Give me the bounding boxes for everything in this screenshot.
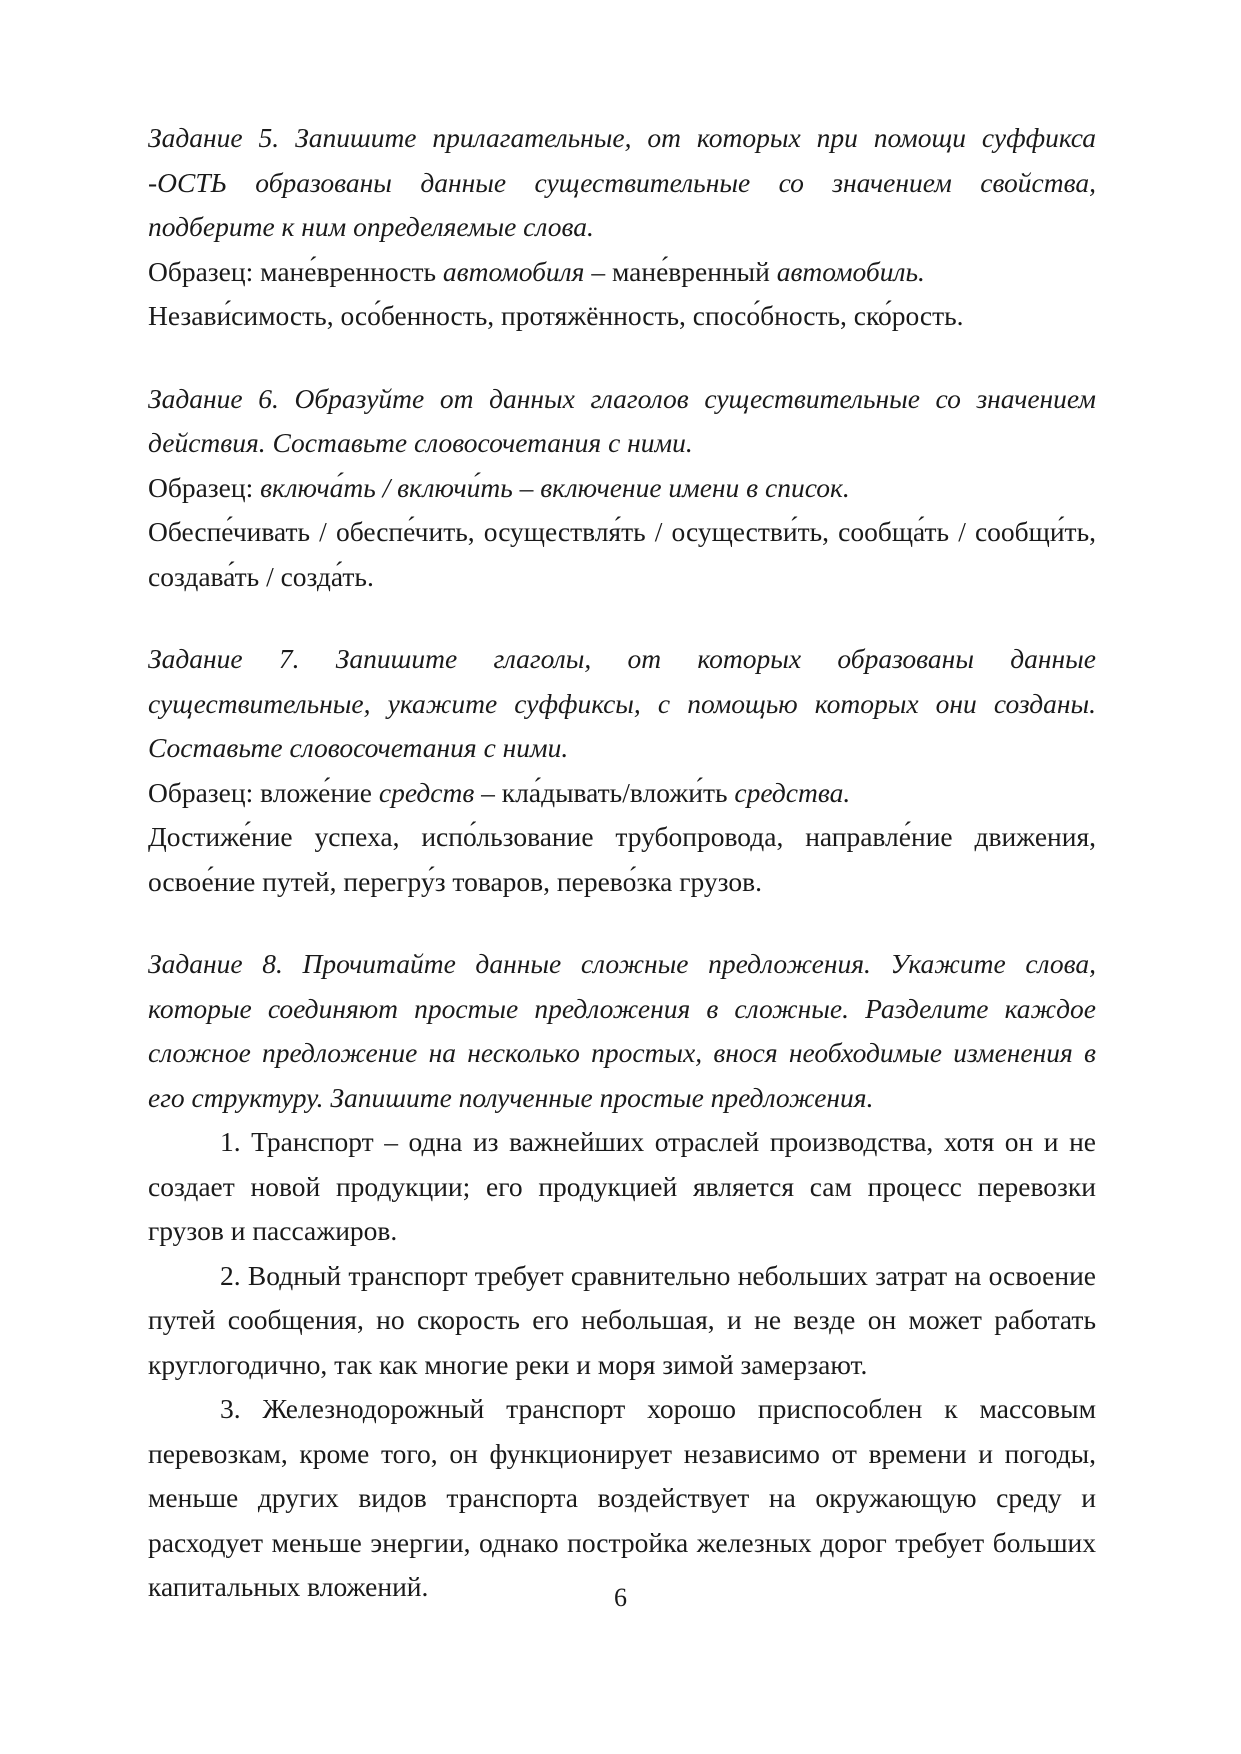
- page-number: 6: [614, 1583, 627, 1612]
- list-item: 1. Транспорт – одна из важнейших отраслей производства, хотя он и не создает новой продукции; его продукцией является сам процесс перевозки грузов и пассажиров.: [148, 1126, 1096, 1246]
- list-item: 3. Железнодорожный транспорт хорошо приспособлен к массовым перевозкам, кроме того, он функционирует независимо от времени и погоды, меньше других видов транспорта воздействует на окружающую среду и расходует меньше энергии, однако постройка железных дорог требует больших капитальных вложений.: [148, 1393, 1096, 1602]
- task-instruction: Задание 7. Запишите глаголы, от которых образованы данные существительные, укажите суффиксы, с помощью которых они созданы. Составьте словосочетания с ними.: [148, 643, 1096, 763]
- task-sample: Образец: мане́вренность автомобиля – мане́вренный автомобиль.: [148, 255, 925, 287]
- task-exercise: Достиже́ние успеха, испо́льзование трубопровода, направле́ние движения, освое́ние путей, перегру́з товаров, перево́зка грузов.: [148, 821, 1096, 897]
- task-6: [148, 377, 1096, 600]
- task-instruction: Задание 8. Прочитайте данные сложные предложения. Укажите слова, которые соединяют простые предложения в сложные. Разделите каждое сложное предложение на несколько простых, внося необходимые изменения в его структуру. Запишите полученные простые предложения.: [148, 948, 1096, 1113]
- task-instruction: Задание 5. Запишите прилагательные, от которых при помощи суффикса -ОСТЬ образованы данные существительные со значением свойства, подберите к ним определяемые слова.: [148, 122, 1096, 242]
- list-item: 2. Водный транспорт требует сравнительно небольших затрат на освоение путей сообщения, но скорость его небольшая, и не везде он может работать круглогодично, так как многие реки и моря зимой замерзают.: [148, 1259, 1096, 1380]
- task-8: [148, 942, 1096, 1610]
- task-exercise: Незави́симость, осо́бенность, протяжённость, спосо́бность, ско́рость.: [148, 300, 964, 331]
- task-5: [148, 116, 1096, 339]
- page-content: [148, 116, 1096, 1610]
- task-exercise: Обеспе́чивать / обеспе́чить, осуществля́ть / осуществи́ть, сообща́ть / сообщи́ть, создава́ть / созда́ть.: [148, 516, 1096, 592]
- task-7: [148, 637, 1096, 904]
- task-sample: Образец: включа́ть / включи́ть – включение имени в список.: [148, 471, 850, 503]
- task-sample: Образец: вложе́ние средств – кла́дывать/вложи́ть средства.: [148, 776, 851, 808]
- task-instruction: Задание 6. Образуйте от данных глаголов существительные со значением действия. Составьте словосочетания с ними.: [148, 382, 1096, 458]
